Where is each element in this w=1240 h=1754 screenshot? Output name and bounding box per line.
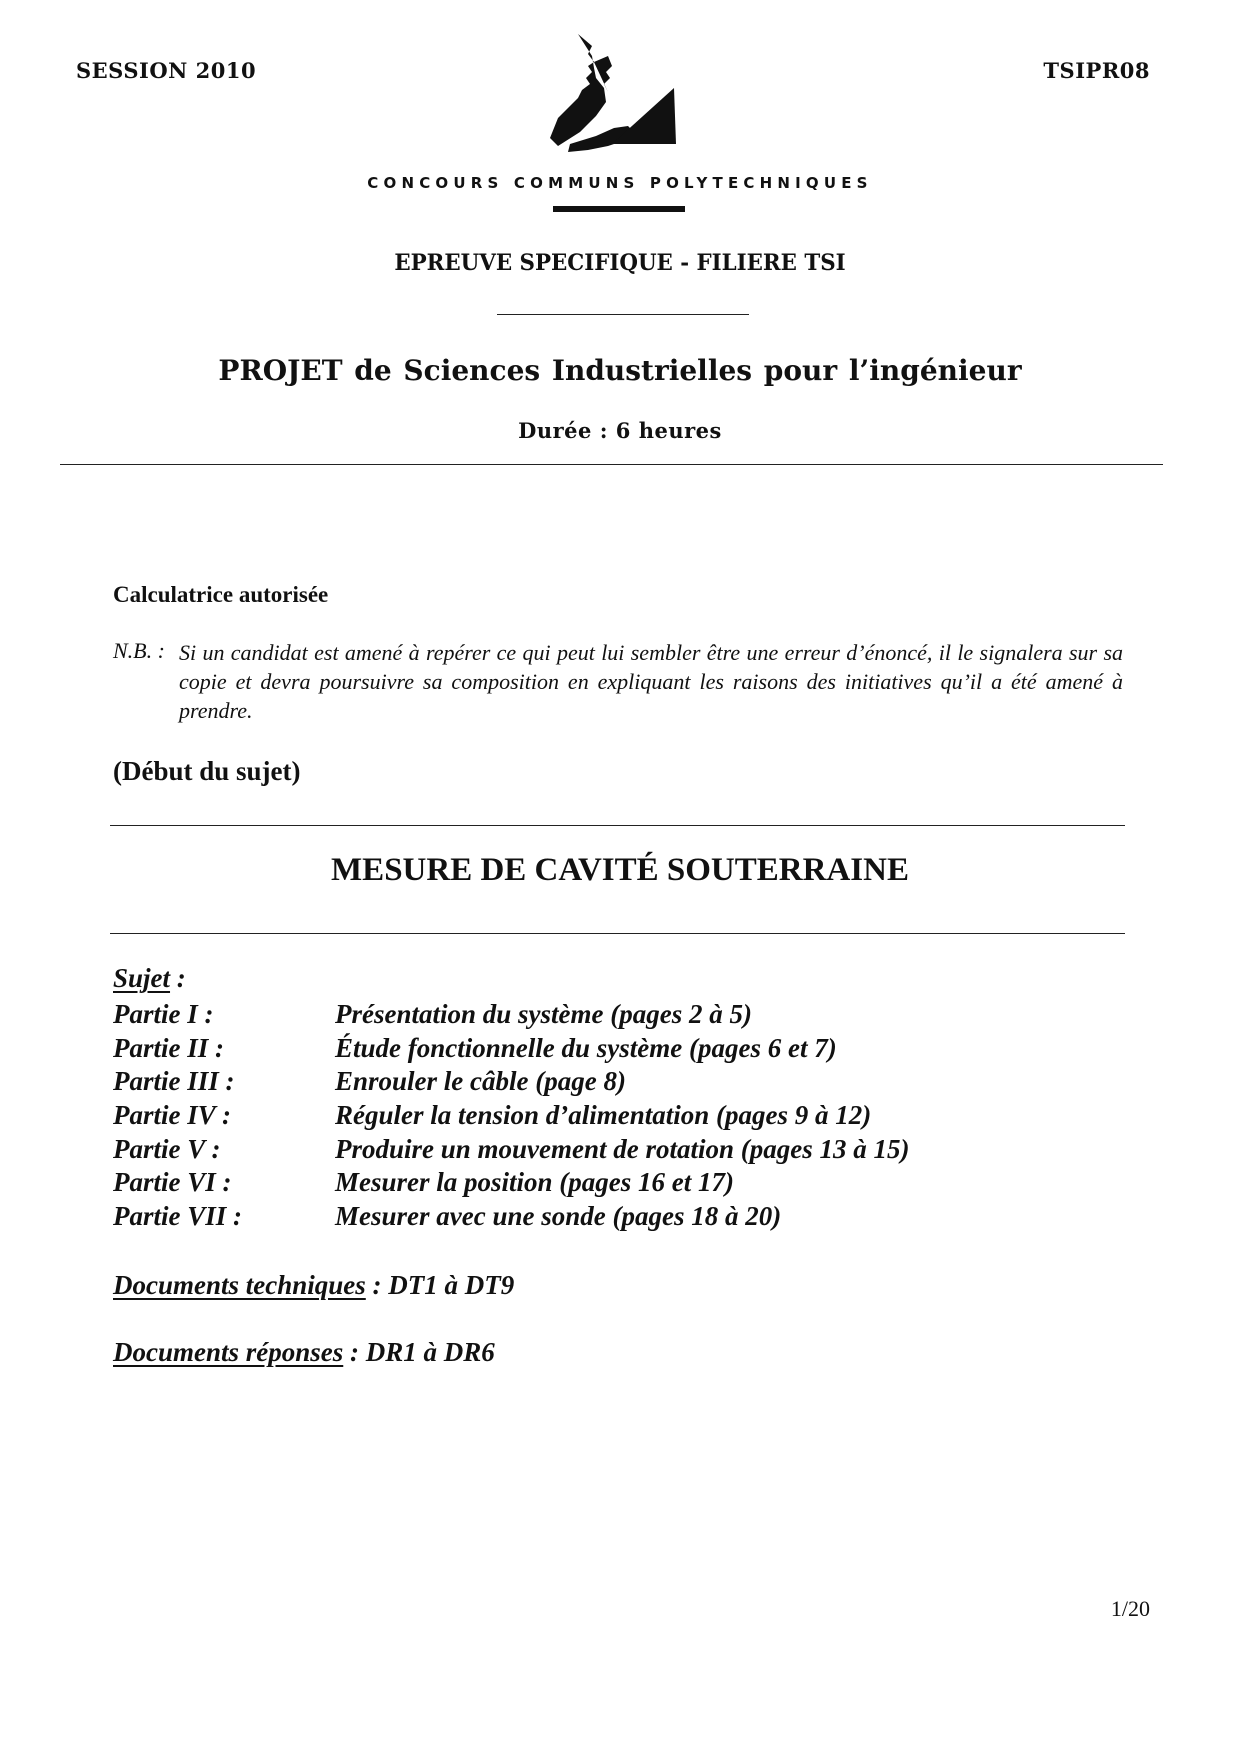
part-text: Mesurer la position (pages 16 et 17)	[335, 1167, 735, 1198]
list-item	[113, 1099, 1163, 1133]
part-text: Présentation du système (pages 2 à 5)	[335, 999, 752, 1029]
part-text: Produire un mouvement de rotation (pages 13 à 15)	[335, 1133, 910, 1164]
technical-documents-label: Documents techniques	[113, 1270, 366, 1300]
parts-list	[113, 998, 1163, 1234]
technical-documents-value: : DT1 à DT9	[365, 1270, 515, 1300]
calculator-note: Calculatrice autorisée	[113, 582, 329, 607]
divider	[60, 464, 1163, 465]
part-label: Partie VII :	[113, 1201, 243, 1232]
answer-documents-value: : DR1 à DR6	[343, 1337, 495, 1367]
subject-heading	[113, 963, 186, 994]
divider	[497, 314, 749, 315]
part-label: Partie II :	[113, 1032, 224, 1063]
exam-type: EPREUVE SPECIFIQUE - FILIERE TSI	[394, 250, 846, 276]
ccp-logo-icon	[548, 32, 688, 168]
exam-title: PROJET de Sciences Industrielles pour l’ingénieur	[218, 354, 1022, 387]
logo-underline	[553, 206, 685, 212]
subject-title: MESURE DE CAVITÉ SOUTERRAINE	[331, 852, 909, 888]
subject-heading-suffix: :	[170, 963, 186, 993]
session-label: SESSION 2010	[76, 58, 257, 83]
subject-heading-label: Sujet	[113, 963, 171, 993]
list-item	[113, 1032, 1163, 1066]
divider	[110, 933, 1125, 934]
nb-label: N.B. :	[113, 638, 165, 663]
exam-code: TSIPR08	[1043, 58, 1150, 83]
list-item	[113, 1200, 1163, 1234]
part-label: Partie VI :	[113, 1167, 232, 1198]
part-text: Étude fonctionnelle du système (pages 6 et 7)	[335, 1032, 837, 1063]
list-item	[113, 998, 1163, 1032]
part-text: Mesurer avec une sonde (pages 18 à 20)	[335, 1201, 782, 1232]
exam-duration: Durée : 6 heures	[518, 418, 722, 443]
page-number: 1/20	[1110, 1596, 1150, 1621]
list-item	[113, 1166, 1163, 1200]
answer-documents-label: Documents réponses	[113, 1337, 344, 1367]
part-label: Partie IV :	[113, 1100, 232, 1131]
part-label: Partie I :	[113, 999, 214, 1029]
list-item	[113, 1133, 1163, 1167]
divider	[110, 825, 1125, 826]
subject-start: (Début du sujet)	[113, 756, 301, 786]
part-label: Partie V :	[113, 1133, 221, 1164]
answer-documents	[113, 1337, 495, 1368]
part-text: Enrouler le câble (page 8)	[335, 1066, 626, 1097]
technical-documents	[113, 1270, 514, 1301]
part-label: Partie III :	[113, 1066, 235, 1097]
list-item	[113, 1065, 1163, 1099]
part-text: Réguler la tension d’alimentation (pages 9 à 12)	[335, 1100, 872, 1131]
logo-wordmark: CONCOURS COMMUNS POLYTECHNIQUES	[367, 174, 873, 192]
nb-text: Si un candidat est amené à repérer ce qui peut lui sembler être une erreur d’énoncé, il le signalera sur sa copie et devra poursuivre sa composition en expliquant les raisons des initiatives qu’il a été amené à prendre.	[179, 640, 1123, 723]
